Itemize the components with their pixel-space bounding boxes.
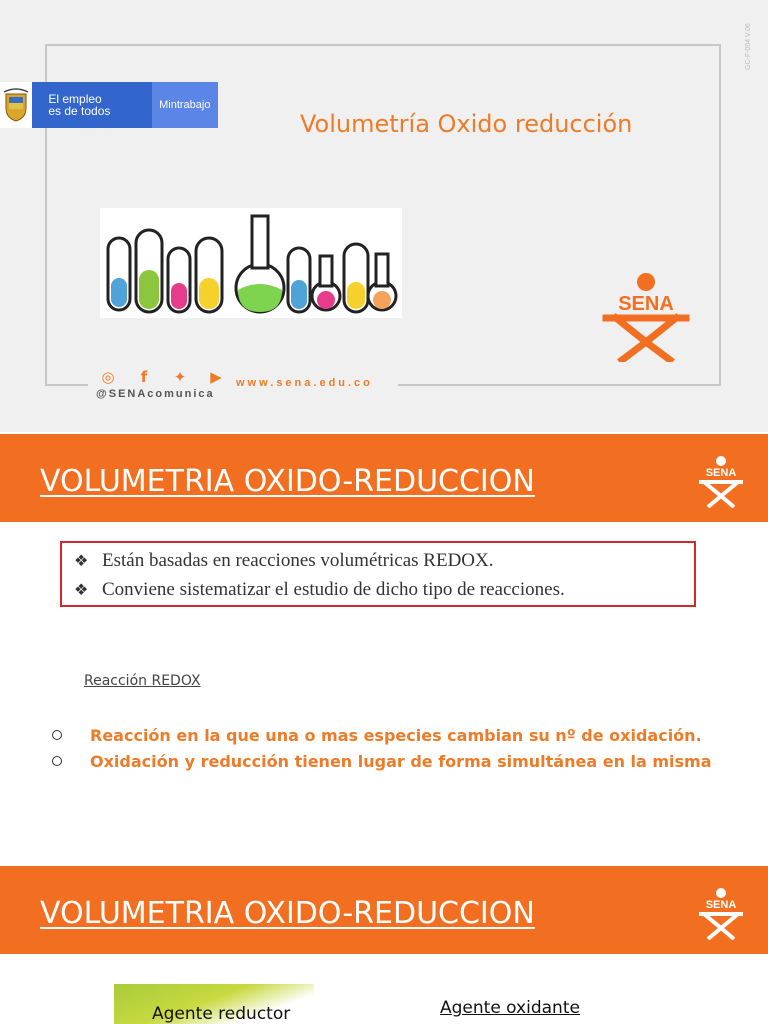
social-handle: @SENAcomunica — [96, 388, 215, 400]
oxidizing-agent-label: Agente oxidante — [440, 998, 580, 1018]
list-item: ❖ Están basadas en reacciones volumétricas REDOX. — [74, 547, 682, 576]
reducing-agent-label: Agente reductor — [114, 984, 314, 1024]
social-bar — [88, 362, 398, 406]
government-logo — [0, 82, 218, 128]
facebook-icon[interactable]: f — [140, 368, 148, 386]
sena-logo-small — [695, 456, 747, 508]
youtube-icon[interactable]: ▶ — [210, 368, 222, 386]
twitter-icon[interactable]: ✦ — [173, 368, 187, 386]
sena-logo-small — [695, 888, 747, 940]
instagram-icon[interactable]: ◎ — [101, 368, 115, 386]
section-title: VOLUMETRIA OXIDO-REDUCCION — [40, 896, 535, 931]
diamond-bullet-icon: ❖ — [74, 582, 89, 599]
gov-logo-slogan — [32, 82, 151, 128]
cover-slide — [0, 0, 768, 432]
gov-logo-ministry: Mintrabajo — [152, 82, 218, 128]
section-header-bar — [0, 866, 768, 954]
section-header-bar — [0, 434, 768, 522]
sena-logo-text: SENA — [705, 467, 737, 479]
list-item: ❖ Conviene sistematizar el estudio de dicho tipo de reacciones. — [74, 576, 682, 605]
sena-logo-text: SENA — [705, 899, 737, 911]
lab-flasks-image — [100, 208, 402, 318]
gov-logo-line1: El empleo — [48, 92, 102, 106]
redox-intro-box — [60, 541, 696, 607]
coat-of-arms-icon — [0, 82, 32, 128]
document-code: GC-F-004 V.06 — [745, 23, 752, 70]
circle-bullet-icon — [52, 730, 62, 740]
sena-logo — [600, 272, 692, 362]
presentation-title: Volumetría Oxido reducción — [300, 110, 633, 138]
diamond-bullet-icon: ❖ — [74, 553, 89, 570]
website-link[interactable]: www.sena.edu.co — [236, 377, 373, 389]
redox-subheading: Reacción REDOX — [84, 673, 201, 689]
circle-bullet-icon — [52, 756, 62, 766]
section-title: VOLUMETRIA OXIDO-REDUCCION — [40, 464, 535, 499]
gov-logo-line2: es de todos — [48, 104, 111, 118]
sena-logo-text: SENA — [618, 293, 674, 315]
